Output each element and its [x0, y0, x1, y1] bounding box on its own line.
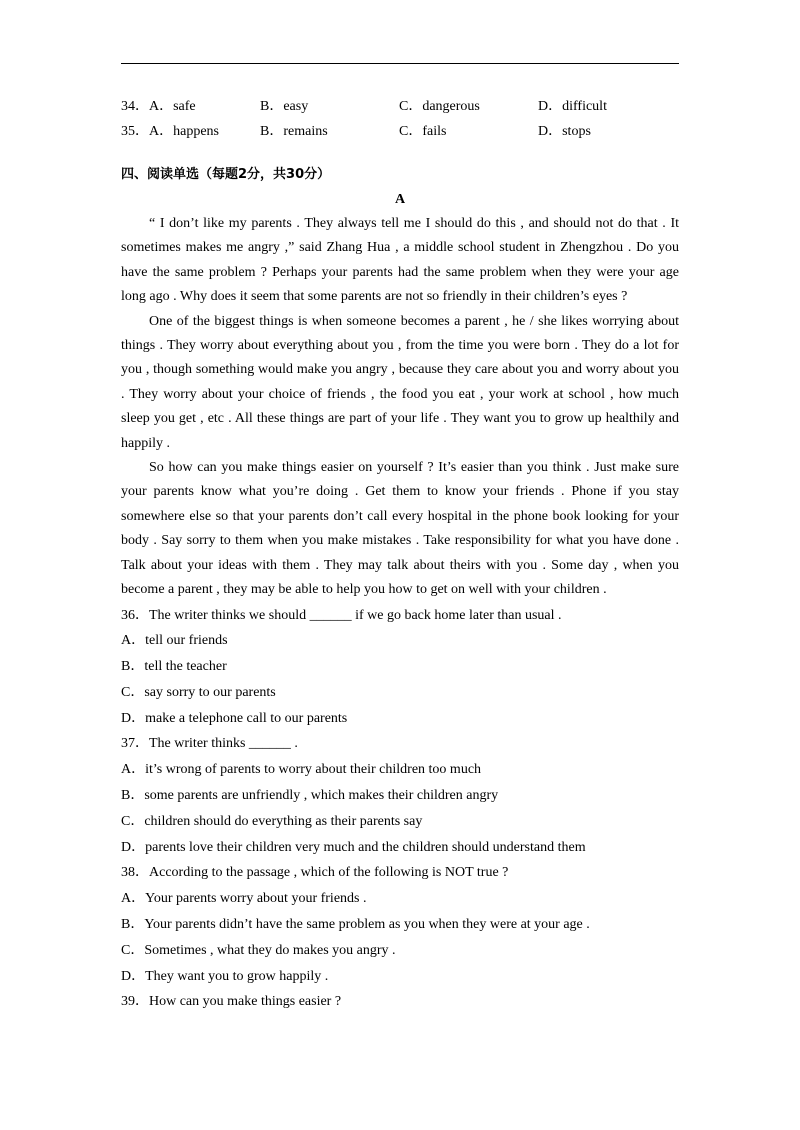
option-row-34 — [121, 94, 679, 119]
q34-option-b: B．easy — [260, 99, 309, 114]
option-row-35 — [121, 119, 679, 144]
q34-option-d: D．difficult — [538, 99, 607, 114]
passage-paragraph-3: So how can you make things easier on yourself ? It’s easier than you think . Just make sure your parents know what you’re doing . Get them to know your friends . Phone if you stay somewhere else so that your parents don’t call every hospital in the phone book looking for your body . Say sorry to them when you make mistakes . Take responsibility for what you have done . Talk about your ideas with them . They may talk about theirs with you . Some day , when you become a parent , they may be able to help you how to get on well with your children . — [121, 460, 679, 598]
question-36-option-b: B．tell the teacher — [121, 659, 227, 675]
q34-number: 34． — [121, 99, 149, 114]
question-39-stem: 39．How can you make things easier ? — [121, 994, 342, 1010]
content — [121, 94, 679, 1015]
question-37-option-b: B．some parents are unfriendly , which makes their children angry — [121, 788, 499, 804]
question-38-option-b: B．Your parents didn’t have the same problem as you when they were at your age . — [121, 917, 590, 933]
question-38 — [121, 860, 679, 989]
q34-option-a: 34．A．safe — [121, 99, 196, 114]
question-36-option-c: C．say sorry to our parents — [121, 684, 276, 700]
question-37-stem: 37．The writer thinks ______ . — [121, 736, 298, 752]
question-37-option-a: A．it’s wrong of parents to worry about their children too much — [121, 762, 482, 778]
question-37-option-c: C．children should do everything as their parents say — [121, 813, 423, 829]
q35-option-b: B．remains — [260, 124, 328, 139]
section-title: 四、阅读单选（每题2分，共30分） — [121, 167, 331, 182]
question-39 — [121, 989, 679, 1015]
question-37 — [121, 731, 679, 860]
question-36-stem: 36．The writer thinks we should ______ if we go back home later than usual . — [121, 607, 562, 623]
header-rule — [121, 63, 679, 64]
question-38-option-a: A．Your parents worry about your friends . — [121, 891, 367, 907]
question-36 — [121, 603, 679, 732]
q35-option-c: C．fails — [399, 124, 447, 139]
q35-option-a: 35．A．happens — [121, 124, 219, 139]
passage-paragraph-2: One of the biggest things is when someone becomes a parent , he / she likes worrying about things . They worry about everything about you , from the time you were born . They do a lot for you , though something would make you angry , because they care about you and worry about you . They worry about your choice of friends , the food you eat , your work at school , how much sleep you get , etc . All these things are part of your life . They want you to grow up healthily and happily . — [121, 313, 679, 451]
q35-number: 35． — [121, 124, 149, 139]
question-36-option-a: A．tell our friends — [121, 633, 228, 649]
q34-option-c: C．dangerous — [399, 99, 480, 114]
question-38-option-d: D．They want you to grow happily . — [121, 968, 329, 984]
question-37-option-d: D．parents love their children very much and the children should understand them — [121, 839, 586, 855]
question-36-option-d: D．make a telephone call to our parents — [121, 710, 348, 726]
q35-option-d: D．stops — [538, 124, 591, 139]
passage-title: A — [394, 192, 406, 207]
passage-paragraph-1: “ I don’t like my parents . They always tell me I should do this , and should not do that . It sometimes makes me angry ,” said Zhang Hua , a middle school student in Zhengzhou . Do you have the same problem ? Perhaps your parents had the same problem when they were your age long ago . Why does it seem that some parents are not so friendly in their children’s eyes ? — [121, 216, 679, 305]
question-38-option-c: C．Sometimes , what they do makes you angry . — [121, 942, 396, 958]
question-38-stem: 38．According to the passage , which of the following is NOT true ? — [121, 865, 509, 881]
